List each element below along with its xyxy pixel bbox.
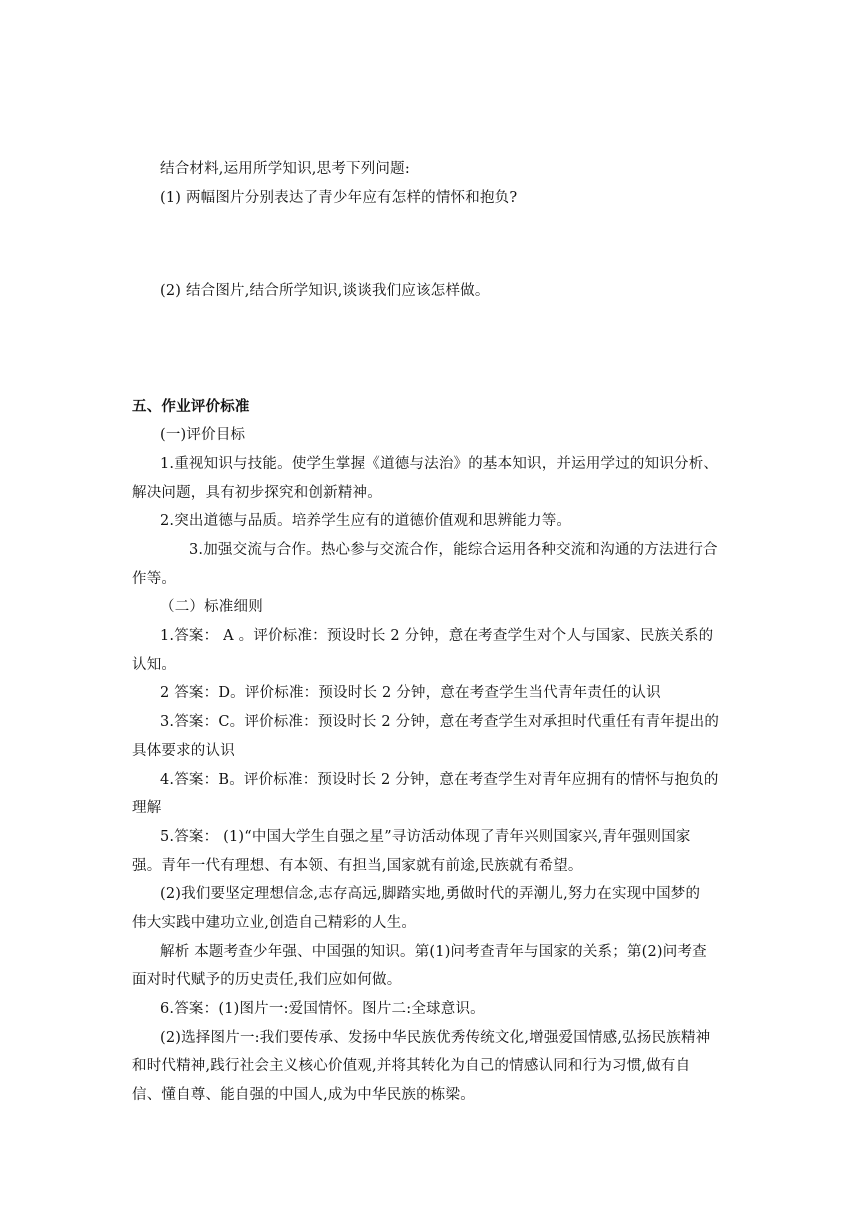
- goal-1-line-2: 解决问题，具有初步探究和创新精神。: [132, 485, 382, 501]
- answer-3-line-2: 具体要求的认识: [132, 743, 235, 759]
- analysis-line-1: 解析 本题考查少年强、中国强的知识。第(1)问考查青年与国家的关系；第(2)问考查: [160, 944, 707, 960]
- goal-1-line-1: 1.重视知识与技能。使学生掌握《道德与法治》的基本知识，并运用学过的知识分析、: [160, 456, 719, 472]
- answer-2: 2 答案：D。评价标准：预设时长 2 分钟，意在考查学生当代青年责任的认识: [160, 685, 661, 701]
- answer-6: 6.答案：(1)图片一:爱国情怀。图片二:全球意识。: [160, 1001, 485, 1017]
- answer-1-line-2: 认知。: [132, 657, 177, 673]
- goals-title: (一)评价目标: [160, 427, 246, 443]
- answer-5b-line-1: (2)我们要坚定理想信念,志存高远,脚踏实地,勇做时代的弄潮儿,努力在实现中国梦的: [160, 886, 701, 902]
- answer-5b-line-2: 伟大实践中建功立业,创造自己精彩的人生。: [132, 915, 417, 931]
- answer-5-line-1: 5.答案： (1)“中国大学生自强之星”寻访活动体现了青年兴则国家兴,青年强则国家: [160, 829, 691, 845]
- question-intro: 结合材料,运用所学知识,思考下列问题:: [160, 161, 410, 177]
- answer-3-line-1: 3.答案：C。评价标准：预设时长 2 分钟，意在考查学生对承担时代重任有青年提出的: [160, 714, 720, 730]
- rules-title: （二）标准细则: [160, 599, 263, 615]
- answer-6b-line-2: 和时代精神,践行社会主义核心价值观,并将其转化为自己的情感认同和行为习惯,做有自: [132, 1058, 691, 1074]
- question-1: (1) 两幅图片分别表达了青少年应有怎样的情怀和抱负?: [160, 190, 518, 206]
- analysis-line-2: 面对时代赋予的历史责任,我们应如何做。: [132, 972, 402, 988]
- section-heading: 五、作业评价标准: [132, 399, 250, 415]
- question-2: (2) 结合图片,结合所学知识,谈谈我们应该怎样做。: [160, 283, 490, 299]
- answer-6b-line-1: (2)选择图片一:我们要传承、发扬中华民族优秀传统文化,增强爱国情感,弘扬民族精神: [160, 1030, 711, 1046]
- answer-6b-line-3: 信、懂自尊、能自强的中国人,成为中华民族的栋梁。: [132, 1087, 475, 1103]
- answer-4-line-1: 4.答案：B。评价标准：预设时长 2 分钟，意在考查学生对青年应拥有的情怀与抱负的: [160, 772, 719, 788]
- answer-5-line-2: 强。青年一代有理想、有本领、有担当,国家就有前途,民族就有希望。: [132, 858, 583, 874]
- answer-4-line-2: 理解: [132, 800, 162, 816]
- goal-2: 2.突出道德与品质。培养学生应有的道德价值观和思辨能力等。: [160, 513, 572, 529]
- goal-3-line-1: 3.加强交流与合作。热心参与交流合作，能综合运用各种交流和沟通的方法进行合: [189, 542, 718, 558]
- answer-1-line-1: 1.答案： A 。评价标准：预设时长 2 分钟，意在考查学生对个人与国家、民族关系的: [160, 628, 714, 644]
- goal-3-line-2: 作等。: [132, 571, 177, 587]
